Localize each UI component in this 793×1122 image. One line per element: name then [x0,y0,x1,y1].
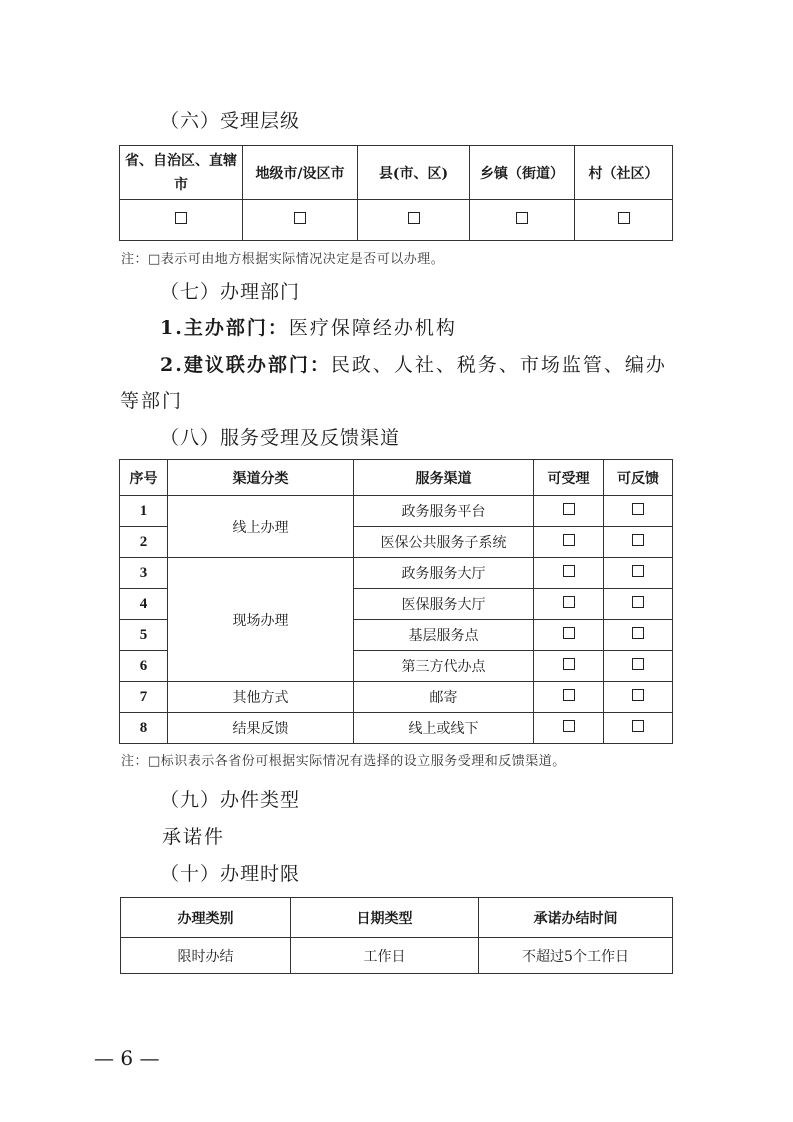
service-channel-table [119,459,673,744]
header-province: 省、自治区、直辖市 [120,146,243,200]
table-row: 6 第三方代办点 [120,651,673,682]
group-onsite: 现场办理 [168,558,354,682]
checkbox[interactable] [632,503,644,515]
checkbox[interactable] [632,596,644,608]
case-type-value: 承诺件 [162,826,226,848]
section-6-title: （六）受理层级 [160,110,301,132]
group-result: 结果反馈 [168,713,354,744]
joint-dept-value: 民政、人社、税务、市场监管、编办 [330,354,667,376]
checkbox[interactable] [563,534,575,546]
table-row: 8 结果反馈 线上或线下 [120,713,673,744]
checkbox[interactable] [563,503,575,515]
checkbox[interactable] [563,689,575,701]
section-8-note: 注：□标识表示各省份可根据实际情况有选择的设立服务受理和反馈渠道。 [121,754,566,769]
header-deadline: 承诺办结时间 [479,898,673,938]
checkbox[interactable] [632,565,644,577]
group-online: 线上办理 [168,496,354,558]
checkbox[interactable] [563,596,575,608]
table-row: 1 线上办理 政务服务平台 [120,496,673,527]
checkbox[interactable] [408,212,420,224]
group-other: 其他方式 [168,682,354,713]
section-8-title: （八）服务受理及反馈渠道 [160,427,401,449]
header-county: 县(市、区) [358,146,470,200]
checkbox[interactable] [294,212,306,224]
header-type: 办理类别 [121,898,291,938]
table-row: 7 其他方式 邮寄 [120,682,673,713]
header-category: 渠道分类 [168,460,354,496]
acceptance-level-table [119,145,673,241]
checkbox[interactable] [563,720,575,732]
header-date-type: 日期类型 [291,898,479,938]
header-feedback: 可反馈 [604,460,673,496]
checkbox[interactable] [632,627,644,639]
checkbox[interactable] [632,720,644,732]
header-city: 地级市/设区市 [243,146,358,200]
checkbox[interactable] [632,534,644,546]
joint-dept-continued: 等部门 [120,390,184,412]
table-row: 3 现场办理 政务服务大厅 [120,558,673,589]
checkbox[interactable] [563,658,575,670]
checkbox[interactable] [632,658,644,670]
header-village: 村（社区） [575,146,673,200]
lead-dept-label: 1.主办部门： [160,317,289,339]
checkbox[interactable] [563,627,575,639]
time-limit-table [120,897,673,974]
header-channel: 服务渠道 [354,460,534,496]
checkbox[interactable] [632,689,644,701]
table-row: 2 医保公共服务子系统 [120,527,673,558]
checkbox[interactable] [618,212,630,224]
table-row: 4 医保服务大厅 [120,589,673,620]
section-7-title: （七）办理部门 [160,281,301,303]
checkbox[interactable] [516,212,528,224]
header-accept: 可受理 [534,460,604,496]
page-number: — 6 — [94,1046,160,1070]
checkbox[interactable] [175,212,187,224]
section-9-title: （九）办件类型 [160,789,301,811]
section-6-note: 注：□表示可由地方根据实际情况决定是否可以办理。 [121,252,445,267]
header-town: 乡镇（街道） [470,146,575,200]
joint-dept-label: 2.建议联办部门： [160,354,331,376]
section-10-title: （十）办理时限 [160,863,301,885]
lead-dept-value: 医疗保障经办机构 [288,317,457,339]
table-row: 5 基层服务点 [120,620,673,651]
checkbox[interactable] [563,565,575,577]
header-no: 序号 [120,460,168,496]
table-row: 限时办结 工作日 不超过5个工作日 [121,938,673,974]
